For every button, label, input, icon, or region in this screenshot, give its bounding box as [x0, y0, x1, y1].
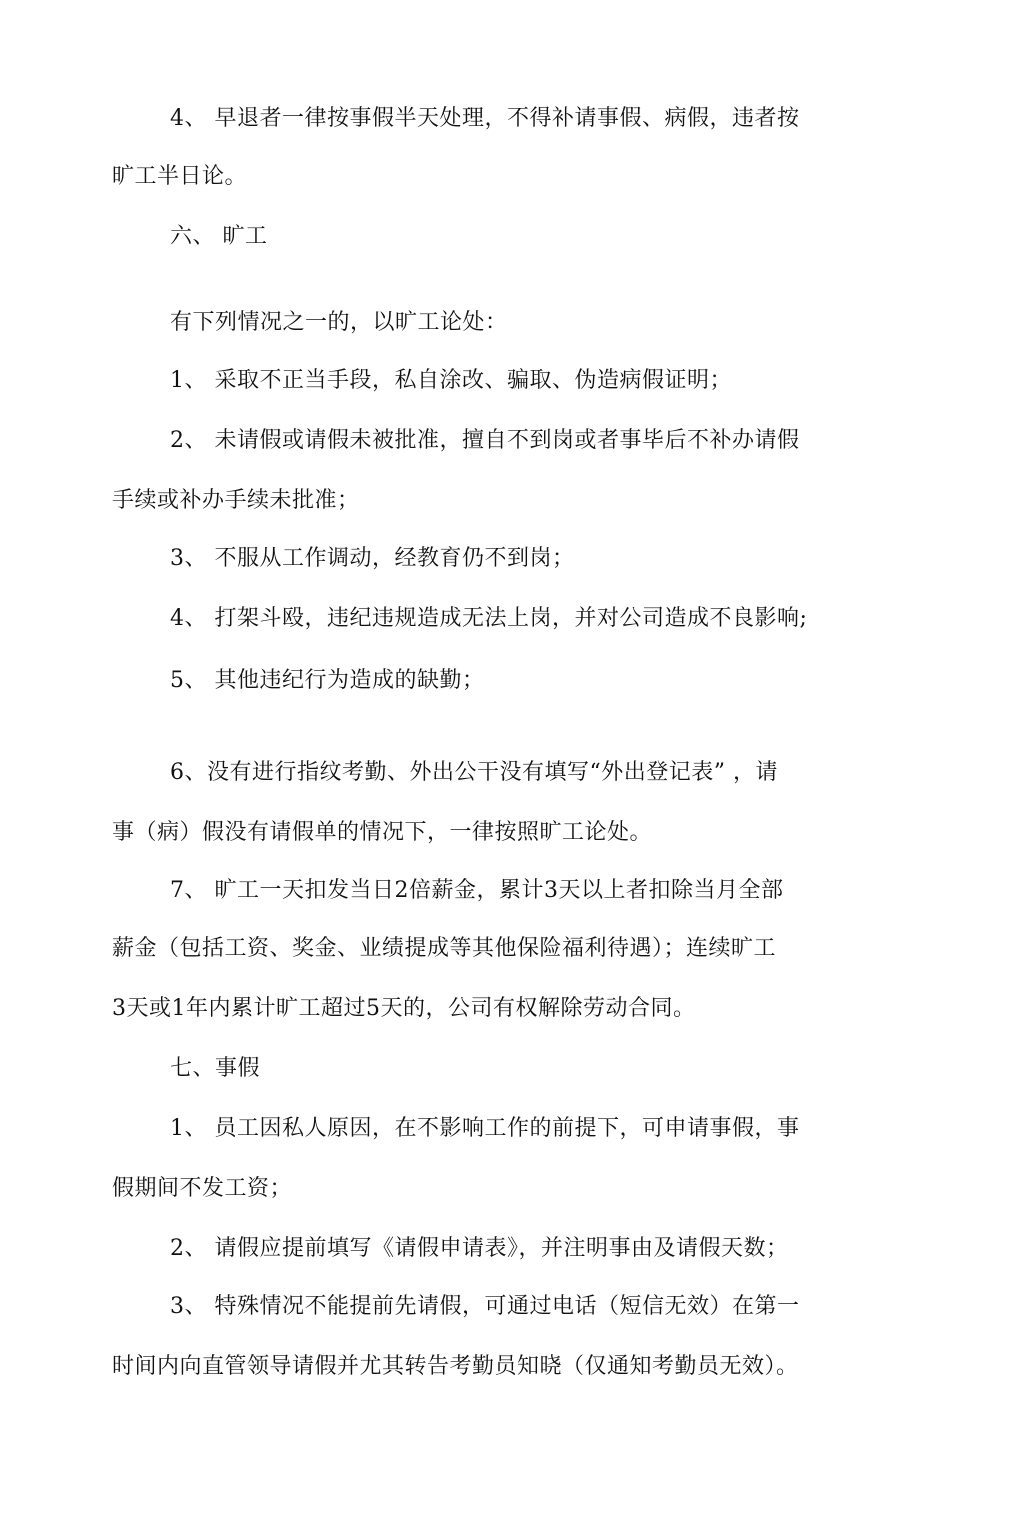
- text-line: 4、 打架斗殴，违纪违规造成无法上岗，并对公司造成不良影响;: [170, 606, 808, 631]
- text-line: 3、 不服从工作调动，经教育仍不到岗；: [170, 546, 575, 571]
- text-line: 1、 采取不正当手段，私自涂改、骗取、伪造病假证明；: [170, 368, 732, 393]
- text-line: 2、 请假应提前填写《请假申请表》，并注明事由及请假天数；: [170, 1236, 789, 1261]
- text-line: 有下列情况之一的，以旷工论处：: [170, 310, 508, 335]
- text-line: 2、 未请假或请假未被批准，擅自不到岗或者事毕后不补办请假: [170, 428, 800, 453]
- text-line: 薪金（包括工资、奖金、业绩提成等其他保险福利待遇）；连续旷工: [112, 936, 777, 961]
- text-line: 4、 早退者一律按事假半天处理，不得补请事假、病假，违者按: [170, 106, 800, 131]
- text-line: 7、 旷工一天扣发当日2倍薪金，累计3天以上者扣除当月全部: [170, 878, 784, 903]
- text-line: 事（病）假没有请假单的情况下，一律按照旷工论处。: [112, 820, 653, 845]
- text-line: 假期间不发工资；: [112, 1176, 293, 1201]
- text-line: 5、 其他违纪行为造成的缺勤；: [170, 668, 485, 693]
- text-line: 3天或1年内累计旷工超过5天的，公司有权解除劳动合同。: [112, 996, 696, 1021]
- text-line: 3、 特殊情况不能提前先请假，可通过电话（短信无效）在第一: [170, 1294, 800, 1319]
- text-line: 手续或补办手续未批准；: [112, 488, 360, 513]
- section-heading: 六、 旷工: [170, 224, 268, 249]
- text-line: 6、没有进行指纹考勤、外出公干没有填写“外出登记表” ，请: [170, 760, 778, 785]
- section-heading: 七、事假: [170, 1056, 261, 1081]
- text-line: 时间内向直管领导请假并尤其转告考勤员知晓（仅通知考勤员无效）。: [112, 1354, 799, 1379]
- text-line: 1、 员工因私人原因，在不影响工作的前提下，可申请事假，事: [170, 1116, 800, 1141]
- text-line: 旷工半日论。: [112, 164, 248, 189]
